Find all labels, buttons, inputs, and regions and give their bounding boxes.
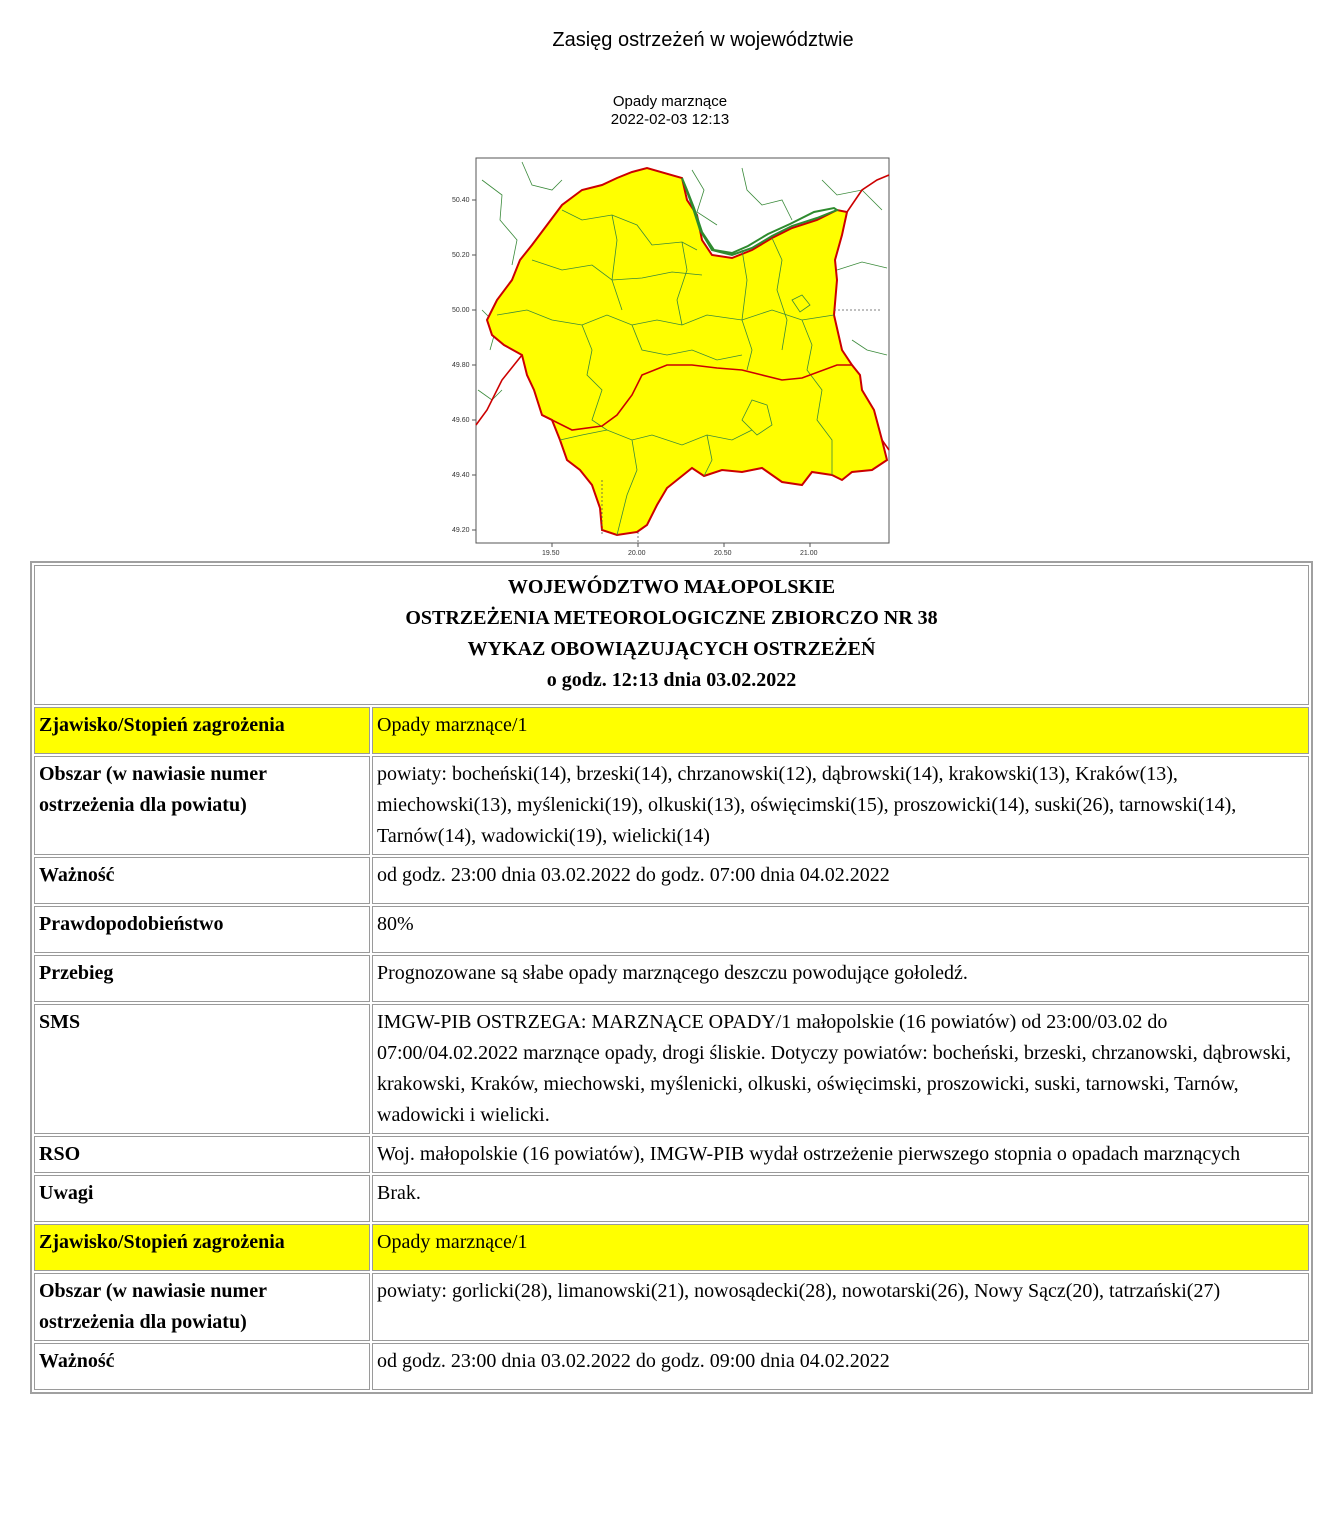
y-tick-label: 50.20 — [452, 252, 470, 259]
area-label: Obszar (w nawiasie numer ostrzeżenia dla powiatu) — [34, 756, 370, 855]
y-tick-label: 50.40 — [452, 197, 470, 204]
y-tick-label: 49.60 — [452, 417, 470, 424]
warning-area — [487, 168, 887, 535]
map-datetime: 2022-02-03 12:13 — [610, 111, 730, 128]
table-row — [34, 955, 1309, 1002]
warnings-table — [30, 561, 1313, 1394]
warning-map — [442, 150, 902, 560]
course-label: Przebieg — [34, 955, 370, 1002]
phenomenon-label: Zjawisko/Stopień zagrożenia — [34, 707, 370, 754]
area-value: powiaty: gorlicki(28), limanowski(21), nowosądecki(28), nowotarski(26), Nowy Sącz(20), tatrzański(27) — [372, 1273, 1309, 1341]
course-value: Prognozowane są słabe opady marznącego deszczu powodujące gołoledź. — [372, 955, 1309, 1002]
remarks-value: Brak. — [372, 1175, 1309, 1222]
sms-label: SMS — [34, 1004, 370, 1134]
phenomenon-value: Opady marznące/1 — [372, 707, 1309, 754]
y-tick-label: 49.40 — [452, 472, 470, 479]
page-title: Zasięg ostrzeżeń w województwie — [552, 29, 854, 51]
header-timestamp: o godz. 12:13 dnia 03.02.2022 — [546, 669, 797, 691]
validity-value: od godz. 23:00 dnia 03.02.2022 do godz. 09:00 dnia 04.02.2022 — [372, 1343, 1309, 1390]
table-row — [34, 756, 1309, 855]
rso-label: RSO — [34, 1136, 370, 1173]
table-row — [34, 1343, 1309, 1390]
table-row — [34, 906, 1309, 953]
probability-value: 80% — [372, 906, 1309, 953]
sms-value: IMGW-PIB OSTRZEGA: MARZNĄCE OPADY/1 małopolskie (16 powiatów) od 23:00/03.02 do 07:00/04.02.2022 marznące opady, drogi śliskie. Dotyczy powiatów: bocheński, brzeski, chrzanowski, dąbrowski, krakowski, Kraków, miechowski, myślenicki, olkuski, oświęcimski, proszowicki, suski, tarnowski, Tarnów, wadowicki i wielicki. — [372, 1004, 1309, 1134]
remarks-label: Uwagi — [34, 1175, 370, 1222]
phenomenon-value: Opady marznące/1 — [372, 1224, 1309, 1271]
header-voivodeship: WOJEWÓDZTWO MAŁOPOLSKIE — [507, 576, 836, 598]
x-tick-label: 20.00 — [628, 550, 646, 557]
header-list-title: WYKAZ OBOWIĄZUJĄCYCH OSTRZEŻEŃ — [467, 638, 876, 660]
table-row — [34, 1273, 1309, 1341]
table-row — [34, 857, 1309, 904]
table-row — [34, 1004, 1309, 1134]
area-label: Obszar (w nawiasie numer ostrzeżenia dla powiatu) — [34, 1273, 370, 1341]
table-row — [34, 707, 1309, 754]
probability-label: Prawdopodobieństwo — [34, 906, 370, 953]
x-tick-label: 20.50 — [714, 550, 732, 557]
x-tick-label: 21.00 — [800, 550, 818, 557]
y-tick-label: 50.00 — [452, 307, 470, 314]
table-row — [34, 1136, 1309, 1173]
rso-value: Woj. małopolskie (16 powiatów), IMGW-PIB wydał ostrzeżenie pierwszego stopnia o opadach marznących — [372, 1136, 1309, 1173]
y-tick-label: 49.80 — [452, 362, 470, 369]
header-bulletin-number: OSTRZEŻENIA METEOROLOGICZNE ZBIORCZO NR 38 — [405, 607, 938, 629]
validity-label: Ważność — [34, 1343, 370, 1390]
table-row — [34, 1175, 1309, 1222]
validity-label: Ważność — [34, 857, 370, 904]
warnings-header — [34, 565, 1309, 705]
x-tick-label: 19.50 — [542, 550, 560, 557]
table-row — [34, 1224, 1309, 1271]
map-title — [540, 93, 800, 129]
map-phenomenon: Opady marznące — [612, 93, 728, 110]
phenomenon-label: Zjawisko/Stopień zagrożenia — [34, 1224, 370, 1271]
y-tick-label: 49.20 — [452, 527, 470, 534]
area-value: powiaty: bocheński(14), brzeski(14), chrzanowski(12), dąbrowski(14), krakowski(13), Kraków(13), miechowski(13), myślenicki(19), olkuski(13), oświęcimski(15), proszowicki(14), suski(26), tarnowski(14), Tarnów(14), wadowicki(19), wielicki(14) — [372, 756, 1309, 855]
validity-value: od godz. 23:00 dnia 03.02.2022 do godz. 07:00 dnia 04.02.2022 — [372, 857, 1309, 904]
